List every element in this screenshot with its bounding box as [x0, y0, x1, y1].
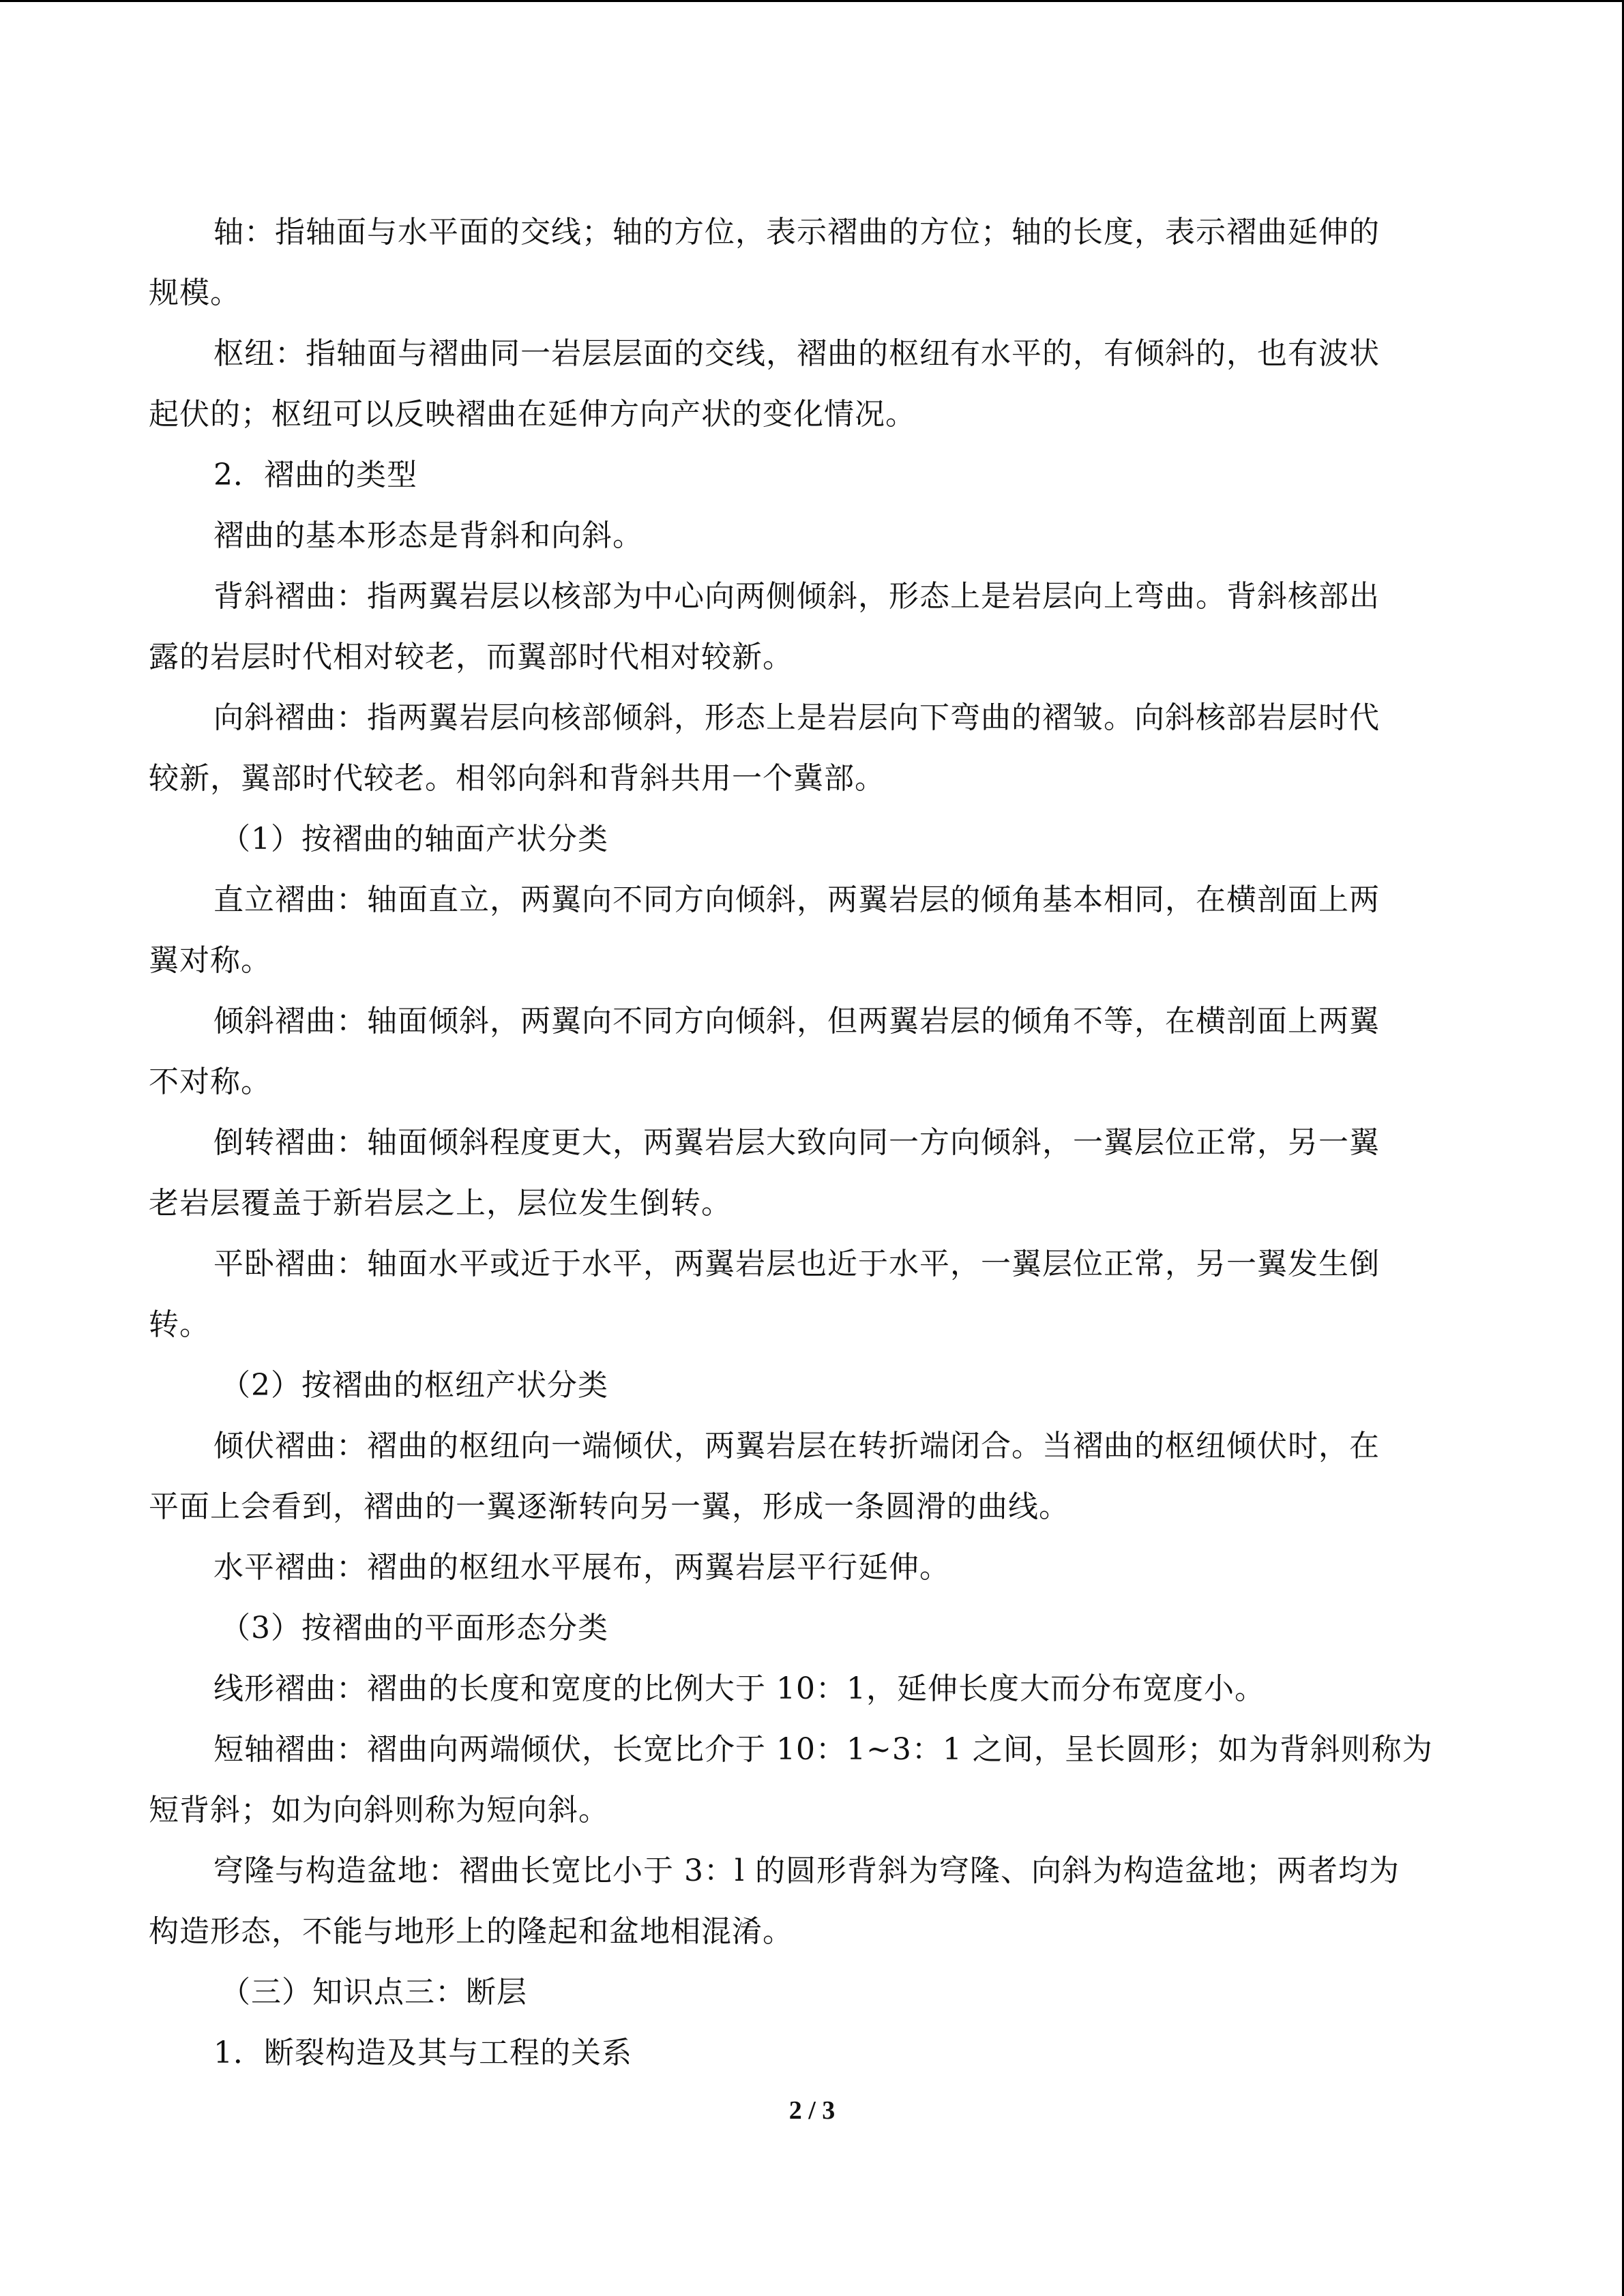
top-border-line [0, 0, 1624, 2]
paragraph-line: 倾斜褶曲：轴面倾斜，两翼向不同方向倾斜，但两翼岩层的倾角不等，在横剖面上两翼 [213, 1004, 1380, 1039]
paragraph-line: 短背斜；如为向斜则称为短向斜。 [149, 1793, 609, 1828]
paragraph-line: 翼对称。 [149, 943, 271, 978]
paragraph-line: 水平褶曲：褶曲的枢纽水平展布，两翼岩层平行延伸。 [213, 1550, 950, 1585]
paragraph-line: 平卧褶曲：轴面水平或近于水平，两翼岩层也近于水平，一翼层位正常，另一翼发生倒 [213, 1247, 1380, 1281]
subsection-heading: （3）按褶曲的平面形态分类 [220, 1611, 608, 1645]
section-heading: 2．褶曲的类型 [213, 458, 417, 492]
paragraph-line: 转。 [149, 1307, 210, 1342]
paragraph-line: 起伏的；枢纽可以反映褶曲在延伸方向产状的变化情况。 [149, 397, 916, 432]
document-body [149, 202, 1457, 2083]
paragraph-line: 不对称。 [149, 1064, 271, 1099]
section-heading: 1．断裂构造及其与工程的关系 [213, 2036, 632, 2070]
paragraph-line: 倒转褶曲：轴面倾斜程度更大，两翼岩层大致向同一方向倾斜，一翼层位正常，另一翼 [213, 1125, 1380, 1160]
paragraph-line: 向斜褶曲：指两翼岩层向核部倾斜，形态上是岩层向下弯曲的褶皱。向斜核部岩层时代 [213, 700, 1380, 735]
paragraph-line: 短轴褶曲：褶曲向两端倾伏，长宽比介于 10：1~3：1 之间，呈长圆形；如为背斜则称为 [213, 1732, 1433, 1767]
paragraph-line: 穹隆与构造盆地：褶曲长宽比小于 3：l 的圆形背斜为穹隆、向斜为构造盆地；两者均为 [213, 1853, 1400, 1888]
section-heading: （三）知识点三：断层 [220, 1975, 527, 2010]
paragraph-line: 直立褶曲：轴面直立，两翼向不同方向倾斜，两翼岩层的倾角基本相同，在横剖面上两 [213, 882, 1380, 917]
paragraph-line: 露的岩层时代相对较老，而翼部时代相对较新。 [149, 640, 793, 674]
paragraph-line: 背斜褶曲：指两翼岩层以核部为中心向两侧倾斜，形态上是岩层向上弯曲。背斜核部出 [213, 579, 1380, 614]
paragraph-line: 较新，翼部时代较老。相邻向斜和背斜共用一个冀部。 [149, 761, 885, 796]
paragraph-line: 线形褶曲：褶曲的长度和宽度的比例大于 10：1，延伸长度大而分布宽度小。 [213, 1671, 1265, 1706]
paragraph-line: 轴：指轴面与水平面的交线；轴的方位，表示褶曲的方位；轴的长度，表示褶曲延伸的 [213, 215, 1380, 250]
paragraph-line: 平面上会看到，褶曲的一翼逐渐转向另一翼，形成一条圆滑的曲线。 [149, 1489, 1069, 1524]
paragraph-line: 老岩层覆盖于新岩层之上，层位发生倒转。 [149, 1186, 732, 1221]
paragraph-line: 倾伏褶曲：褶曲的枢纽向一端倾伏，两翼岩层在转折端闭合。当褶曲的枢纽倾伏时，在 [213, 1429, 1380, 1463]
page-number: 2 / 3 [788, 2096, 836, 2125]
paragraph-line: 构造形态，不能与地形上的隆起和盆地相混淆。 [149, 1914, 793, 1949]
subsection-heading: （2）按褶曲的枢纽产状分类 [220, 1368, 608, 1403]
paragraph-line: 规模。 [149, 275, 241, 310]
subsection-heading: （1）按褶曲的轴面产状分类 [220, 822, 608, 856]
paragraph-line: 枢纽：指轴面与褶曲同一岩层层面的交线，褶曲的枢纽有水平的，有倾斜的，也有波状 [213, 336, 1380, 371]
paragraph-line: 褶曲的基本形态是背斜和向斜。 [213, 518, 643, 553]
